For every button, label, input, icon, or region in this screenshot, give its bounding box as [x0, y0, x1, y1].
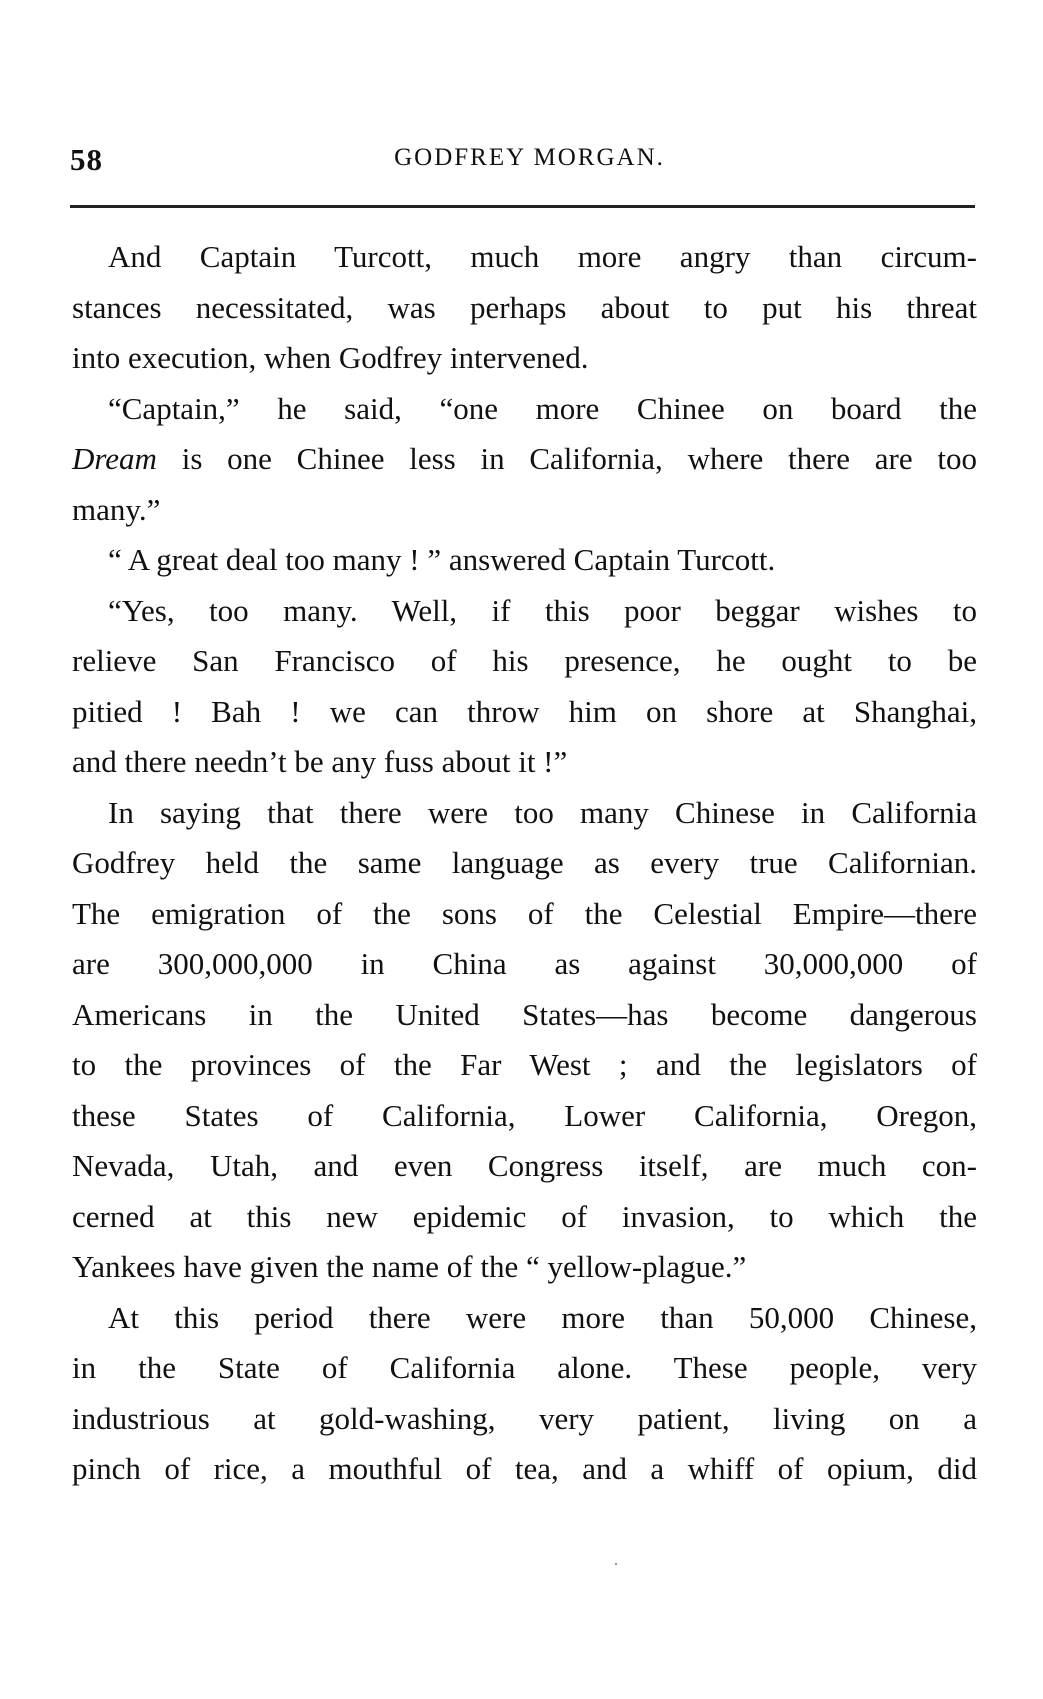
running-title: GODFREY MORGAN.	[394, 144, 665, 171]
text-line: Nevada, Utah, and even Congress itself, are much con-	[72, 1148, 977, 1183]
page-header	[70, 142, 975, 182]
paper-speck	[615, 1563, 617, 1565]
text-line: The emigration of the sons of the Celestial Empire—there	[72, 895, 977, 931]
paragraph	[72, 384, 977, 536]
paragraph	[72, 788, 977, 1293]
text-line: Godfrey held the same language as every true Californian.	[72, 845, 977, 880]
paragraph	[72, 1293, 977, 1495]
text-line: in the State of California alone. These people, very	[72, 1350, 977, 1385]
text-line: “Yes, too many. Well, if this poor beggar wishes to	[108, 592, 977, 628]
line-remainder: is one Chinee less in California, where there are too	[156, 441, 977, 476]
text-line: to the provinces of the Far West ; and the legislators of	[72, 1047, 977, 1082]
text-line: cerned at this new epidemic of invasion, to which the	[72, 1198, 977, 1234]
text-line: relieve San Francisco of his presence, he ought to be	[72, 643, 977, 678]
text-line: pitied ! Bah ! we can throw him on shore at Shanghai,	[72, 693, 977, 729]
text-line: and there needn’t be any fuss about it !”	[72, 744, 568, 779]
text-line: Americans in the United States—has become dangerous	[72, 996, 977, 1032]
page-number: 58	[70, 142, 103, 177]
paragraph	[72, 586, 977, 788]
text-line: “Captain,” he said, “one more Chinee on board the	[108, 390, 977, 426]
paragraph	[72, 535, 977, 586]
text-line	[72, 434, 977, 485]
body-text	[72, 232, 977, 1495]
text-line: pinch of rice, a mouthful of tea, and a whiff of opium, did	[72, 1451, 977, 1486]
text-line: many.”	[72, 491, 161, 527]
paragraph	[72, 232, 977, 384]
text-line: “ A great deal too many ! ” answered Captain Turcott.	[108, 542, 776, 577]
ship-name: Dream	[72, 441, 157, 476]
text-line: In saying that there were too many Chinese in California	[108, 794, 977, 830]
text-line: At this period there were more than 50,000 Chinese,	[108, 1299, 977, 1335]
text-line: are 300,000,000 in China as against 30,000,000 of	[72, 946, 977, 981]
text-line: stances necessitated, was perhaps about to put his threat	[72, 289, 977, 325]
text-line: Yankees have given the name of the “ yellow-plague.”	[72, 1249, 747, 1284]
header-rule	[70, 205, 975, 208]
text-line: into execution, when Godfrey intervened.	[72, 340, 589, 375]
text-line: And Captain Turcott, much more angry than circum-	[108, 239, 977, 274]
text-line: these States of California, Lower California, Oregon,	[72, 1097, 977, 1133]
text-line: industrious at gold-washing, very patient, living on a	[72, 1400, 977, 1436]
